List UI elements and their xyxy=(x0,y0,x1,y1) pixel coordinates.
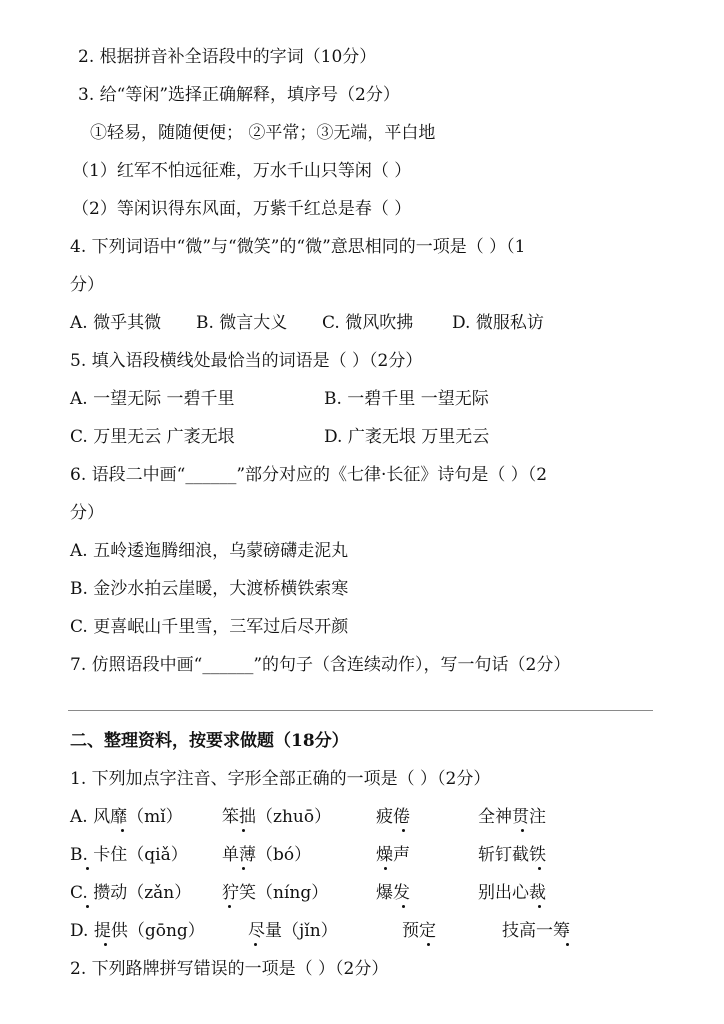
option-a-word-1: A. 风靡（mǐ） xyxy=(70,807,183,827)
question-3-sub-1: （1）红军不怕远征难，万水千山只等闲（ ） xyxy=(72,161,412,181)
option-a-word-2: 笨拙（zhuō） xyxy=(222,807,332,827)
emphasis-dot xyxy=(242,867,245,870)
option-c-word-3: 爆发 xyxy=(376,883,410,903)
emphasis-dot xyxy=(228,905,231,908)
option-b-word-1: B. 卡住（qiǎ） xyxy=(70,845,188,865)
question-5-option-d: D. 广袤无垠 万里无云 xyxy=(324,427,490,447)
option-b-word-4: 斩钉截铁 xyxy=(478,845,546,865)
question-6-option-c: C. 更喜岷山千里雪，三军过后尽开颜 xyxy=(70,617,349,637)
question-6-continued: 分） xyxy=(70,503,104,523)
question-7: 7. 仿照语段中画“______”的句子（含连续动作），写一句话（2分） xyxy=(70,655,571,675)
option-d-word-4: 技高一筹 xyxy=(502,921,570,941)
emphasis-dot xyxy=(242,829,245,832)
emphasis-dot xyxy=(402,905,405,908)
section-divider xyxy=(68,710,653,711)
question-4-continued: 分） xyxy=(70,275,104,295)
question-4: 4. 下列词语中“微”与“微笑”的“微”意思相同的一项是（ ）（1 xyxy=(70,237,526,257)
question-6-option-b: B. 金沙水拍云崖暖，大渡桥横铁索寒 xyxy=(70,579,349,599)
section-2-question-1: 1. 下列加点字注音、字形全部正确的一项是（ ）（2分） xyxy=(70,769,491,789)
option-d-word-3: 预定 xyxy=(402,921,436,941)
question-5-option-a: A. 一望无际 一碧千里 xyxy=(70,389,235,409)
option-c-word-4: 别出心裁 xyxy=(478,883,546,903)
section-2-question-2: 2. 下列路牌拼写错误的一项是（ ）（2分） xyxy=(70,959,389,979)
question-6: 6. 语段二中画“______”部分对应的《七律·长征》诗句是（ ）（2 xyxy=(70,465,548,485)
emphasis-dot xyxy=(86,905,89,908)
section-2-heading: 二、整理资料，按要求做题（18分） xyxy=(70,731,349,751)
emphasis-dot xyxy=(254,943,257,946)
option-a-word-3: 疲倦 xyxy=(376,807,410,827)
question-3-sub-2: （2）等闲识得东风面，万紫千红总是春（ ） xyxy=(72,199,412,219)
option-c-word-2: 狞笑（níng） xyxy=(222,883,329,903)
question-4-option-c: C. 微风吹拂 xyxy=(322,313,414,333)
option-b-word-3: 燥声 xyxy=(376,845,410,865)
emphasis-dot xyxy=(86,867,89,870)
question-3: 3. 给“等闲”选择正确解释，填序号（2分） xyxy=(78,85,400,105)
question-6-option-a: A. 五岭逶迤腾细浪，乌蒙磅礴走泥丸 xyxy=(70,541,349,561)
option-c-word-1: C. 攒动（zǎn） xyxy=(70,883,192,903)
question-5-option-c: C. 万里无云 广袤无垠 xyxy=(70,427,235,447)
emphasis-dot xyxy=(566,943,569,946)
emphasis-dot xyxy=(427,943,430,946)
question-3-options: ①轻易，随随便便； ②平常；③无端，平白地 xyxy=(90,123,436,143)
option-a-word-4: 全神贯注 xyxy=(478,807,546,827)
emphasis-dot xyxy=(384,867,387,870)
emphasis-dot xyxy=(538,905,541,908)
question-5: 5. 填入语段横线处最恰当的词语是（ ）（2分） xyxy=(70,351,423,371)
option-d-word-2: 尽量（jǐn） xyxy=(248,921,338,941)
question-5-option-b: B. 一碧千里 一望无际 xyxy=(324,389,489,409)
emphasis-dot xyxy=(104,943,107,946)
option-d-word-1: D. 提供（gōng） xyxy=(70,921,205,941)
emphasis-dot xyxy=(538,867,541,870)
emphasis-dot xyxy=(521,829,524,832)
option-b-word-2: 单薄（bó） xyxy=(222,845,312,865)
emphasis-dot xyxy=(121,829,124,832)
emphasis-dot xyxy=(402,829,405,832)
question-4-option-d: D. 微服私访 xyxy=(452,313,544,333)
question-2: 2. 根据拼音补全语段中的字词（10分） xyxy=(78,47,377,67)
question-4-option-b: B. 微言大义 xyxy=(196,313,288,333)
question-4-option-a: A. 微乎其微 xyxy=(70,313,162,333)
